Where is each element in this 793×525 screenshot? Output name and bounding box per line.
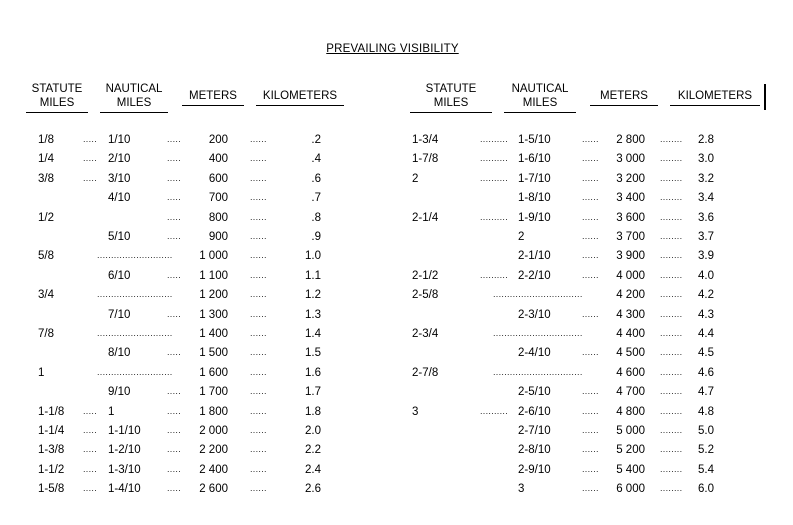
kilometers-cell: 1.4 — [305, 328, 321, 340]
nautical-miles-cell: 2-8/10 — [518, 444, 551, 456]
meters-cell: 4 000 — [616, 270, 645, 282]
dot-leader: ...... — [250, 270, 267, 280]
dot-leader: ...... — [250, 153, 267, 163]
dot-leader: ........ — [660, 406, 683, 416]
kilometers-cell: 3.6 — [698, 212, 714, 224]
meters-cell: 2 600 — [199, 483, 228, 495]
statute-miles-cell: 1-7/8 — [412, 153, 439, 165]
dot-leader: .......... — [480, 406, 509, 416]
meters-cell: 4 500 — [616, 347, 645, 359]
dot-leader: ........ — [660, 309, 683, 319]
dot-leader: ..... — [83, 406, 98, 416]
dot-leader: ........................... — [97, 250, 173, 260]
nautical-miles-cell: 2/10 — [108, 153, 131, 165]
header-kilometers-label: KILOMETERS — [677, 90, 753, 102]
statute-miles-cell: 1/4 — [38, 153, 54, 165]
kilometers-cell: 4.8 — [698, 406, 714, 418]
dot-leader: ..... — [83, 464, 98, 474]
header-nautical-line1: NAUTICAL — [511, 83, 569, 95]
dot-leader: ........ — [660, 347, 683, 357]
statute-miles-cell: 1-1/8 — [38, 406, 65, 418]
kilometers-cell: 3.9 — [698, 250, 714, 262]
nautical-miles-cell: 2-1/10 — [518, 250, 551, 262]
dot-leader: ...... — [582, 212, 599, 222]
meters-cell: 700 — [208, 192, 228, 204]
dot-leader: ..... — [167, 425, 182, 435]
nautical-miles-cell: 4/10 — [108, 192, 131, 204]
nautical-miles-cell: 1-5/10 — [518, 134, 551, 146]
kilometers-cell: 3.4 — [698, 192, 714, 204]
header-meters-label: METERS — [600, 90, 648, 102]
dot-leader: ..... — [167, 153, 182, 163]
nautical-miles-cell: 5/10 — [108, 231, 131, 243]
statute-miles-cell: 2-3/4 — [412, 328, 439, 340]
dot-leader: ..... — [167, 173, 182, 183]
dot-leader: ........ — [660, 425, 683, 435]
dot-leader: ...... — [250, 464, 267, 474]
dot-leader: ........ — [660, 212, 683, 222]
meters-cell: 900 — [208, 231, 228, 243]
nautical-miles-cell: 3 — [518, 483, 525, 495]
dot-leader: ...... — [250, 386, 267, 396]
dot-leader: ...... — [250, 289, 267, 299]
kilometers-cell: 4.3 — [698, 309, 714, 321]
meters-cell: 4 800 — [616, 406, 645, 418]
dot-leader: ........ — [660, 328, 683, 338]
header-nautical-line2: MILES — [522, 97, 558, 109]
dot-leader: ........ — [660, 192, 683, 202]
statute-miles-cell: 2-5/8 — [412, 289, 439, 301]
kilometers-cell: 2.6 — [305, 483, 321, 495]
meters-cell: 1 300 — [199, 309, 228, 321]
meters-cell: 1 400 — [199, 328, 228, 340]
nautical-miles-cell: 3/10 — [108, 173, 131, 185]
dot-leader: ...... — [250, 328, 267, 338]
nautical-miles-cell: 2-7/10 — [518, 425, 551, 437]
dot-leader: ...... — [582, 173, 599, 183]
dot-leader: ........ — [660, 231, 683, 241]
kilometers-cell: 1.5 — [305, 347, 321, 359]
dot-leader: ........ — [660, 173, 683, 183]
dot-leader: ...... — [250, 367, 267, 377]
meters-cell: 4 700 — [616, 386, 645, 398]
dot-leader: ..... — [83, 134, 98, 144]
meters-cell: 400 — [208, 153, 228, 165]
statute-miles-cell: 3/8 — [38, 173, 54, 185]
nautical-miles-cell: 6/10 — [108, 270, 131, 282]
dot-leader: ..... — [83, 444, 98, 454]
dot-leader: .......... — [480, 212, 509, 222]
nautical-miles-cell: 1-7/10 — [518, 173, 551, 185]
dot-leader: ...... — [582, 250, 599, 260]
dot-leader: ..... — [167, 406, 182, 416]
dot-leader: ..... — [83, 153, 98, 163]
dot-leader: ...... — [582, 134, 599, 144]
meters-cell: 6 000 — [616, 483, 645, 495]
statute-miles-cell: 7/8 — [38, 328, 54, 340]
dot-leader: ...... — [250, 192, 267, 202]
statute-miles-cell: 1/8 — [38, 134, 54, 146]
meters-cell: 2 200 — [199, 444, 228, 456]
nautical-miles-cell: 2-2/10 — [518, 270, 551, 282]
statute-miles-cell: 1-1/4 — [38, 425, 65, 437]
dot-leader: ...... — [582, 464, 599, 474]
statute-miles-cell: 5/8 — [38, 250, 54, 262]
dot-leader: ..... — [167, 309, 182, 319]
nautical-miles-cell: 2-5/10 — [518, 386, 551, 398]
dot-leader: ..... — [167, 464, 182, 474]
dot-leader: ..... — [167, 347, 182, 357]
kilometers-cell: 3.2 — [698, 173, 714, 185]
dot-leader: ........ — [660, 270, 683, 280]
nautical-miles-cell: 2-6/10 — [518, 406, 551, 418]
statute-miles-cell: 2 — [412, 173, 419, 185]
header-statute-line1: STATUTE — [31, 83, 83, 95]
kilometers-cell: 2.2 — [305, 444, 321, 456]
meters-cell: 1 800 — [199, 406, 228, 418]
meters-cell: 1 000 — [199, 250, 228, 262]
dot-leader: ..... — [167, 483, 182, 493]
meters-cell: 3 200 — [616, 173, 645, 185]
statute-miles-cell: 1 — [38, 367, 45, 379]
dot-leader: ...... — [582, 425, 599, 435]
right-header-kilometers — [670, 82, 760, 106]
nautical-miles-cell: 1-4/10 — [108, 483, 141, 495]
nautical-miles-cell: 9/10 — [108, 386, 131, 398]
right-edge-bar — [764, 84, 766, 110]
statute-miles-cell: 1-3/4 — [412, 134, 439, 146]
meters-cell: 2 800 — [616, 134, 645, 146]
kilometers-cell: .2 — [311, 134, 321, 146]
kilometers-cell: 5.0 — [698, 425, 714, 437]
meters-cell: 3 400 — [616, 192, 645, 204]
meters-cell: 3 700 — [616, 231, 645, 243]
dot-leader: ...... — [250, 250, 267, 260]
kilometers-cell: 4.6 — [698, 367, 714, 379]
kilometers-cell: 5.2 — [698, 444, 714, 456]
dot-leader: .......... — [480, 153, 509, 163]
meters-cell: 4 300 — [616, 309, 645, 321]
dot-leader: ........ — [660, 464, 683, 474]
dot-leader: ...... — [582, 231, 599, 241]
meters-cell: 800 — [208, 212, 228, 224]
dot-leader: ...... — [250, 173, 267, 183]
dot-leader: ...... — [582, 309, 599, 319]
dot-leader: ........ — [660, 289, 683, 299]
dot-leader: .......... — [480, 173, 509, 183]
kilometers-cell: .6 — [311, 173, 321, 185]
nautical-miles-cell: 1-9/10 — [518, 212, 551, 224]
kilometers-cell: 1.3 — [305, 309, 321, 321]
dot-leader: ........ — [660, 153, 683, 163]
meters-cell: 5 400 — [616, 464, 645, 476]
kilometers-cell: 6.0 — [698, 483, 714, 495]
meters-cell: 200 — [208, 134, 228, 146]
statute-miles-cell: 1-5/8 — [38, 483, 65, 495]
dot-leader: ...... — [250, 309, 267, 319]
dot-leader: ...... — [250, 231, 267, 241]
meters-cell: 3 900 — [616, 250, 645, 262]
dot-leader: ..... — [83, 425, 98, 435]
kilometers-cell: 1.8 — [305, 406, 321, 418]
dot-leader: ..... — [167, 444, 182, 454]
header-statute-line2: MILES — [433, 97, 469, 109]
dot-leader: ...... — [250, 347, 267, 357]
meters-cell: 5 200 — [616, 444, 645, 456]
header-nautical-line1: NAUTICAL — [105, 83, 163, 95]
dot-leader: ...... — [582, 347, 599, 357]
meters-cell: 600 — [208, 173, 228, 185]
left-header-statute-miles — [26, 82, 88, 113]
dot-leader: ........ — [660, 134, 683, 144]
nautical-miles-cell: 2 — [518, 231, 525, 243]
dot-leader: ................................ — [493, 367, 583, 377]
dot-leader: ..... — [167, 386, 182, 396]
nautical-miles-cell: 1-2/10 — [108, 444, 141, 456]
meters-cell: 5 000 — [616, 425, 645, 437]
kilometers-cell: .4 — [311, 153, 321, 165]
kilometers-cell: 4.2 — [698, 289, 714, 301]
meters-cell: 1 100 — [199, 270, 228, 282]
meters-cell: 1 600 — [199, 367, 228, 379]
kilometers-cell: 1.6 — [305, 367, 321, 379]
kilometers-cell: 1.2 — [305, 289, 321, 301]
header-nautical-line2: MILES — [116, 97, 152, 109]
kilometers-cell: 1.0 — [305, 250, 321, 262]
dot-leader: ........ — [660, 386, 683, 396]
nautical-miles-cell: 2-4/10 — [518, 347, 551, 359]
dot-leader: ........................... — [97, 289, 173, 299]
kilometers-cell: .7 — [311, 192, 321, 204]
nautical-miles-cell: 1-1/10 — [108, 425, 141, 437]
kilometers-cell: 2.8 — [698, 134, 714, 146]
dot-leader: ........................... — [97, 328, 173, 338]
dot-leader: ...... — [582, 406, 599, 416]
nautical-miles-cell: 2-3/10 — [518, 309, 551, 321]
nautical-miles-cell: 1-6/10 — [518, 153, 551, 165]
kilometers-cell: 3.0 — [698, 153, 714, 165]
nautical-miles-cell: 8/10 — [108, 347, 131, 359]
dot-leader: ........ — [660, 250, 683, 260]
meters-cell: 4 600 — [616, 367, 645, 379]
left-header-nautical-miles — [100, 82, 168, 113]
dot-leader: .......... — [480, 134, 509, 144]
dot-leader: ................................ — [493, 328, 583, 338]
statute-miles-cell: 3/4 — [38, 289, 54, 301]
kilometers-cell: .8 — [311, 212, 321, 224]
nautical-miles-cell: 1 — [108, 406, 115, 418]
kilometers-cell: 4.4 — [698, 328, 714, 340]
statute-miles-cell: 3 — [412, 406, 419, 418]
dot-leader: ..... — [167, 231, 182, 241]
meters-cell: 3 600 — [616, 212, 645, 224]
kilometers-cell: 2.0 — [305, 425, 321, 437]
meters-cell: 1 700 — [199, 386, 228, 398]
statute-miles-cell: 2-7/8 — [412, 367, 439, 379]
dot-leader: ..... — [167, 212, 182, 222]
kilometers-cell: 1.1 — [305, 270, 321, 282]
nautical-miles-cell: 1-8/10 — [518, 192, 551, 204]
dot-leader: ........................... — [97, 367, 173, 377]
dot-leader: ..... — [83, 173, 98, 183]
left-header-kilometers — [256, 82, 344, 106]
kilometers-cell: 1.7 — [305, 386, 321, 398]
statute-miles-cell: 2-1/4 — [412, 212, 439, 224]
header-meters-label: METERS — [189, 90, 237, 102]
right-header-statute-miles — [410, 82, 492, 113]
dot-leader: ..... — [167, 270, 182, 280]
dot-leader: ........ — [660, 444, 683, 454]
kilometers-cell: 4.0 — [698, 270, 714, 282]
dot-leader: ................................ — [493, 289, 583, 299]
left-header-meters — [182, 82, 244, 106]
meters-cell: 2 400 — [199, 464, 228, 476]
nautical-miles-cell: 1-3/10 — [108, 464, 141, 476]
nautical-miles-cell: 7/10 — [108, 309, 131, 321]
meters-cell: 4 400 — [616, 328, 645, 340]
dot-leader: ...... — [582, 192, 599, 202]
statute-miles-cell: 2-1/2 — [412, 270, 439, 282]
dot-leader: ..... — [167, 192, 182, 202]
kilometers-cell: 3.7 — [698, 231, 714, 243]
right-header-meters — [590, 82, 658, 106]
table-title: PREVAILING VISIBILITY — [326, 43, 459, 55]
dot-leader: ...... — [582, 153, 599, 163]
kilometers-cell: 5.4 — [698, 464, 714, 476]
dot-leader: ...... — [582, 444, 599, 454]
header-kilometers-label: KILOMETERS — [262, 90, 338, 102]
meters-cell: 1 500 — [199, 347, 228, 359]
kilometers-cell: 4.5 — [698, 347, 714, 359]
dot-leader: ........ — [660, 367, 683, 377]
kilometers-cell: .9 — [311, 231, 321, 243]
nautical-miles-cell: 1/10 — [108, 134, 131, 146]
header-statute-line2: MILES — [39, 97, 75, 109]
dot-leader: ...... — [250, 425, 267, 435]
dot-leader: ...... — [582, 483, 599, 493]
dot-leader: .......... — [480, 270, 509, 280]
meters-cell: 4 200 — [616, 289, 645, 301]
statute-miles-cell: 1-3/8 — [38, 444, 65, 456]
dot-leader: ..... — [83, 483, 98, 493]
header-statute-line1: STATUTE — [425, 83, 477, 95]
right-header-nautical-miles — [504, 82, 576, 113]
dot-leader: ........ — [660, 483, 683, 493]
dot-leader: ..... — [167, 134, 182, 144]
meters-cell: 3 000 — [616, 153, 645, 165]
nautical-miles-cell: 2-9/10 — [518, 464, 551, 476]
dot-leader: ...... — [250, 406, 267, 416]
dot-leader: ...... — [582, 386, 599, 396]
kilometers-cell: 4.7 — [698, 386, 714, 398]
statute-miles-cell: 1-1/2 — [38, 464, 65, 476]
dot-leader: ...... — [250, 483, 267, 493]
dot-leader: ...... — [582, 270, 599, 280]
dot-leader: ...... — [250, 444, 267, 454]
kilometers-cell: 2.4 — [305, 464, 321, 476]
meters-cell: 2 000 — [199, 425, 228, 437]
dot-leader: ...... — [250, 134, 267, 144]
dot-leader: ...... — [250, 212, 267, 222]
statute-miles-cell: 1/2 — [38, 212, 54, 224]
meters-cell: 1 200 — [199, 289, 228, 301]
